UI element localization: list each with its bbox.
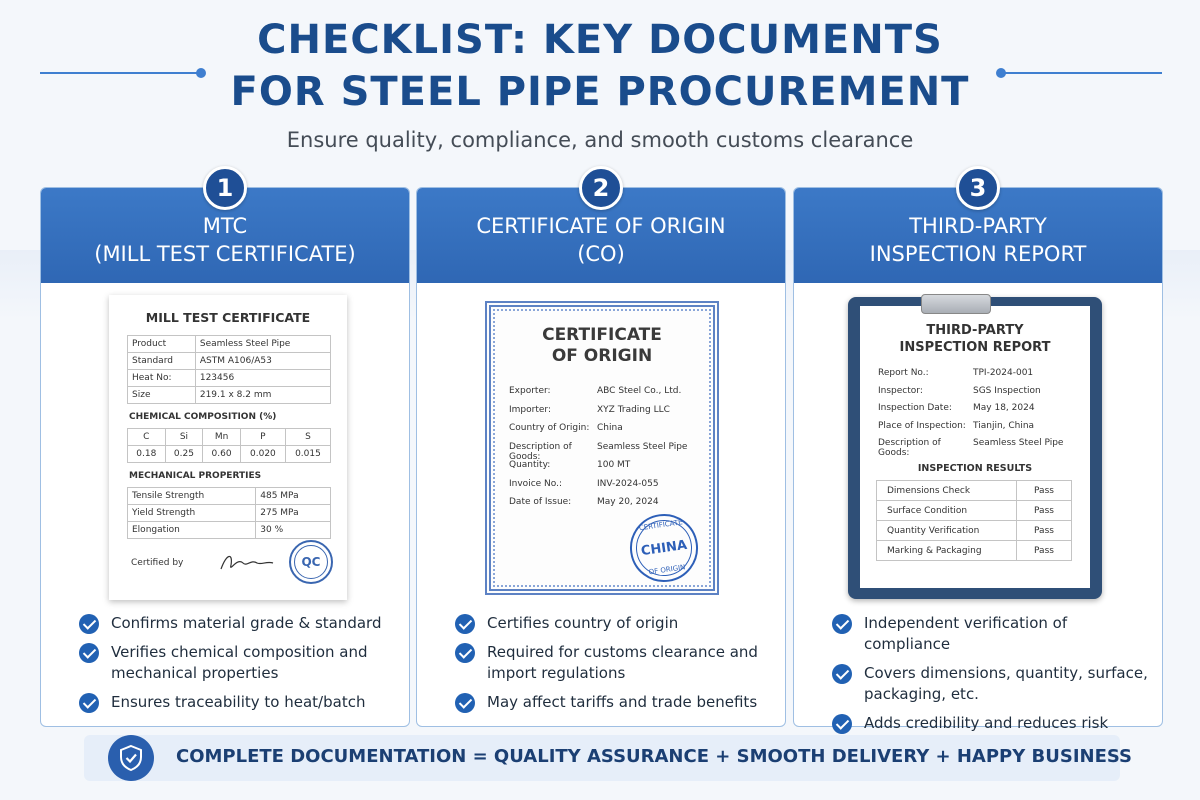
table-cell: S [285, 429, 330, 446]
field-value: Seamless Steel Pipe [973, 438, 1064, 448]
table-cell: ASTM A106/A53 [195, 353, 330, 370]
list-item [79, 613, 399, 634]
card-heading-line-2: (MILL TEST CERTIFICATE) [94, 241, 356, 266]
results-table [876, 480, 1072, 561]
table-cell: Mn [203, 429, 241, 446]
table-row [128, 488, 331, 505]
field-row [878, 386, 1063, 404]
field-label: Exporter: [509, 386, 551, 396]
card-inspection-report [793, 174, 1163, 732]
bullet-text: Adds credibility and reduces risk [864, 714, 1109, 732]
qc-passed-stamp [289, 540, 333, 584]
table-cell: 219.1 x 8.2 mm [195, 387, 330, 404]
list-item [455, 642, 775, 684]
field-label: Place of Inspection: [878, 420, 966, 431]
field-value: SGS Inspection [973, 385, 1041, 396]
field-value: XYZ Trading LLC [597, 404, 670, 415]
check-icon [455, 643, 475, 663]
table-cell: 123456 [195, 370, 330, 387]
field-label: Description of Goods: [878, 438, 941, 458]
field-row [878, 403, 1063, 421]
card-number-badge: 1 [203, 166, 247, 210]
results-label: INSPECTION RESULTS [917, 463, 1033, 474]
field-value: Seamless Steel Pipe [597, 441, 688, 452]
card-number-badge: 2 [579, 166, 623, 210]
table-row [877, 521, 1072, 541]
field-value: INV-2024-055 [597, 478, 659, 489]
bullet-text: Ensures traceability to heat/batch [111, 693, 366, 711]
list-item [455, 613, 775, 634]
list-item [832, 713, 1152, 734]
mech-table [127, 487, 331, 539]
title-divider-right [1000, 72, 1162, 74]
table-row [128, 505, 331, 522]
card-heading-line-2: (CO) [577, 241, 625, 266]
bullet-list [79, 613, 399, 721]
title-divider-left [40, 72, 202, 74]
co-fields [509, 386, 687, 516]
table-cell: 0.60 [203, 446, 241, 463]
table-cell: Dimensions Check [877, 481, 1017, 501]
tpi-title-line-1: THIRD-PARTY [926, 323, 1024, 338]
check-icon [79, 614, 99, 634]
bullet-text: May affect tariffs and trade benefits [487, 693, 758, 711]
table-cell: Pass [1017, 501, 1072, 521]
table-cell: Surface Condition [877, 501, 1017, 521]
field-label: Description of Goods: [509, 441, 572, 462]
certified-by-label: Certified by [131, 558, 184, 568]
field-row [509, 460, 687, 479]
table-row [877, 501, 1072, 521]
co-title [491, 325, 713, 367]
shield-svg [118, 744, 144, 772]
bullet-text: Certifies country of origin [487, 614, 679, 632]
title-line-1: CHECKLIST: KEY DOCUMENTS [257, 17, 943, 63]
table-cell: 0.18 [128, 446, 166, 463]
table-cell: Tensile Strength [128, 488, 256, 505]
stamp-text: CHINA [640, 537, 688, 559]
table-cell: 0.020 [240, 446, 285, 463]
list-item [79, 642, 399, 684]
table-cell: Pass [1017, 521, 1072, 541]
check-icon [79, 693, 99, 713]
bullet-text: Covers dimensions, quantity, surface, packaging, etc. [864, 664, 1148, 703]
field-value: ABC Steel Co., Ltd. [597, 386, 682, 396]
field-row [878, 438, 1063, 456]
table-row [128, 446, 331, 463]
tpi-title [860, 322, 1090, 356]
table-cell: 485 MPa [256, 488, 331, 505]
field-value: May 18, 2024 [973, 403, 1035, 413]
field-value: Tianjin, China [973, 420, 1035, 431]
clipboard-clip-icon [921, 294, 991, 314]
table-cell: 275 MPa [256, 505, 331, 522]
list-item [832, 663, 1152, 705]
field-value: China [597, 423, 623, 433]
stamp-top-text: CERTIFICATE [638, 518, 684, 533]
field-label: Country of Origin: [509, 423, 590, 433]
tpi-title-line-2: INSPECTION REPORT [899, 340, 1051, 355]
bullet-text: Confirms material grade & standard [111, 614, 382, 632]
field-label: Quantity: [509, 460, 551, 470]
card-heading-line-2: INSPECTION REPORT [869, 241, 1087, 266]
card-mtc [40, 174, 410, 727]
chem-section-label: CHEMICAL COMPOSITION (%) [129, 412, 277, 422]
field-value: 100 MT [597, 460, 631, 470]
field-row [509, 497, 687, 516]
table-cell: Heat No: [128, 370, 196, 387]
table-cell: Size [128, 387, 196, 404]
table-row [877, 481, 1072, 501]
table-cell: Elongation [128, 522, 256, 539]
table-cell: C [128, 429, 166, 446]
list-item [455, 692, 775, 713]
bullet-text: Independent verification of compliance [864, 614, 1068, 653]
tpi-document [860, 306, 1090, 588]
table-cell: P [240, 429, 285, 446]
field-label: Report No.: [878, 368, 929, 378]
field-label: Inspection Date: [878, 403, 952, 413]
table-cell: Si [165, 429, 203, 446]
table-cell: 0.25 [165, 446, 203, 463]
field-row [509, 423, 687, 442]
table-row [877, 541, 1072, 561]
check-icon [455, 693, 475, 713]
field-value: May 20, 2024 [597, 497, 659, 507]
field-row [509, 386, 687, 405]
table-cell: Quantity Verification [877, 521, 1017, 541]
check-icon [832, 614, 852, 634]
field-label: Invoice No.: [509, 478, 563, 489]
field-row [878, 368, 1063, 386]
card-number-badge: 3 [956, 166, 1000, 210]
check-icon [79, 643, 99, 663]
list-item [832, 613, 1152, 655]
china-origin-stamp [626, 510, 703, 587]
table-row [128, 370, 331, 387]
shield-check-icon [108, 735, 154, 781]
field-row [509, 405, 687, 424]
field-label: Inspector: [878, 385, 923, 396]
mtc-info-table [127, 335, 331, 404]
mtc-title: MILL TEST CERTIFICATE [145, 310, 311, 325]
bullet-list [832, 613, 1152, 742]
chem-table [127, 428, 331, 463]
field-row [878, 421, 1063, 439]
check-icon [455, 614, 475, 634]
field-row [509, 479, 687, 498]
bullet-text: Required for customs clearance and import regulations [487, 643, 758, 682]
tpi-fields [878, 368, 1063, 456]
table-cell: Seamless Steel Pipe [195, 336, 330, 353]
page-title [0, 14, 1200, 118]
card-heading-line-1: MTC [202, 213, 248, 238]
field-label: Importer: [509, 404, 551, 415]
field-label: Date of Issue: [509, 497, 572, 507]
mtc-document [109, 295, 347, 600]
title-line-2: FOR STEEL PIPE PROCUREMENT [230, 69, 970, 115]
mech-section-label: MECHANICAL PROPERTIES [129, 471, 262, 481]
table-row [128, 353, 331, 370]
co-document [485, 301, 719, 595]
table-row [128, 429, 331, 446]
bullet-list [455, 613, 775, 721]
field-row [509, 442, 687, 461]
table-row [128, 336, 331, 353]
card-heading-line-1: CERTIFICATE OF ORIGIN [476, 213, 726, 238]
signature-icon [217, 549, 277, 575]
footer-text: COMPLETE DOCUMENTATION = QUALITY ASSURANCE + SMOOTH DELIVERY + HAPPY BUSINESS [176, 746, 1133, 767]
table-row [128, 387, 331, 404]
table-cell: Pass [1017, 481, 1072, 501]
co-title-line-1: CERTIFICATE [542, 325, 662, 345]
check-icon [832, 664, 852, 684]
qc-stamp-text: QC [301, 555, 321, 569]
table-cell: Standard [128, 353, 196, 370]
table-cell: Yield Strength [128, 505, 256, 522]
co-title-line-2: OF ORIGIN [551, 346, 653, 366]
page-subtitle: Ensure quality, compliance, and smooth customs clearance [286, 128, 914, 152]
card-heading-line-1: THIRD-PARTY [909, 213, 1047, 238]
table-cell: 30 % [256, 522, 331, 539]
table-row [128, 522, 331, 539]
table-cell: Pass [1017, 541, 1072, 561]
field-value: TPI-2024-001 [973, 368, 1034, 378]
table-cell: Product [128, 336, 196, 353]
check-icon [832, 714, 852, 734]
bullet-text: Verifies chemical composition and mechanical properties [111, 643, 368, 682]
card-certificate-of-origin [416, 174, 786, 727]
list-item [79, 692, 399, 713]
table-cell: 0.015 [285, 446, 330, 463]
stamp-bottom-text: OF ORIGIN [648, 563, 686, 577]
table-cell: Marking & Packaging [877, 541, 1017, 561]
